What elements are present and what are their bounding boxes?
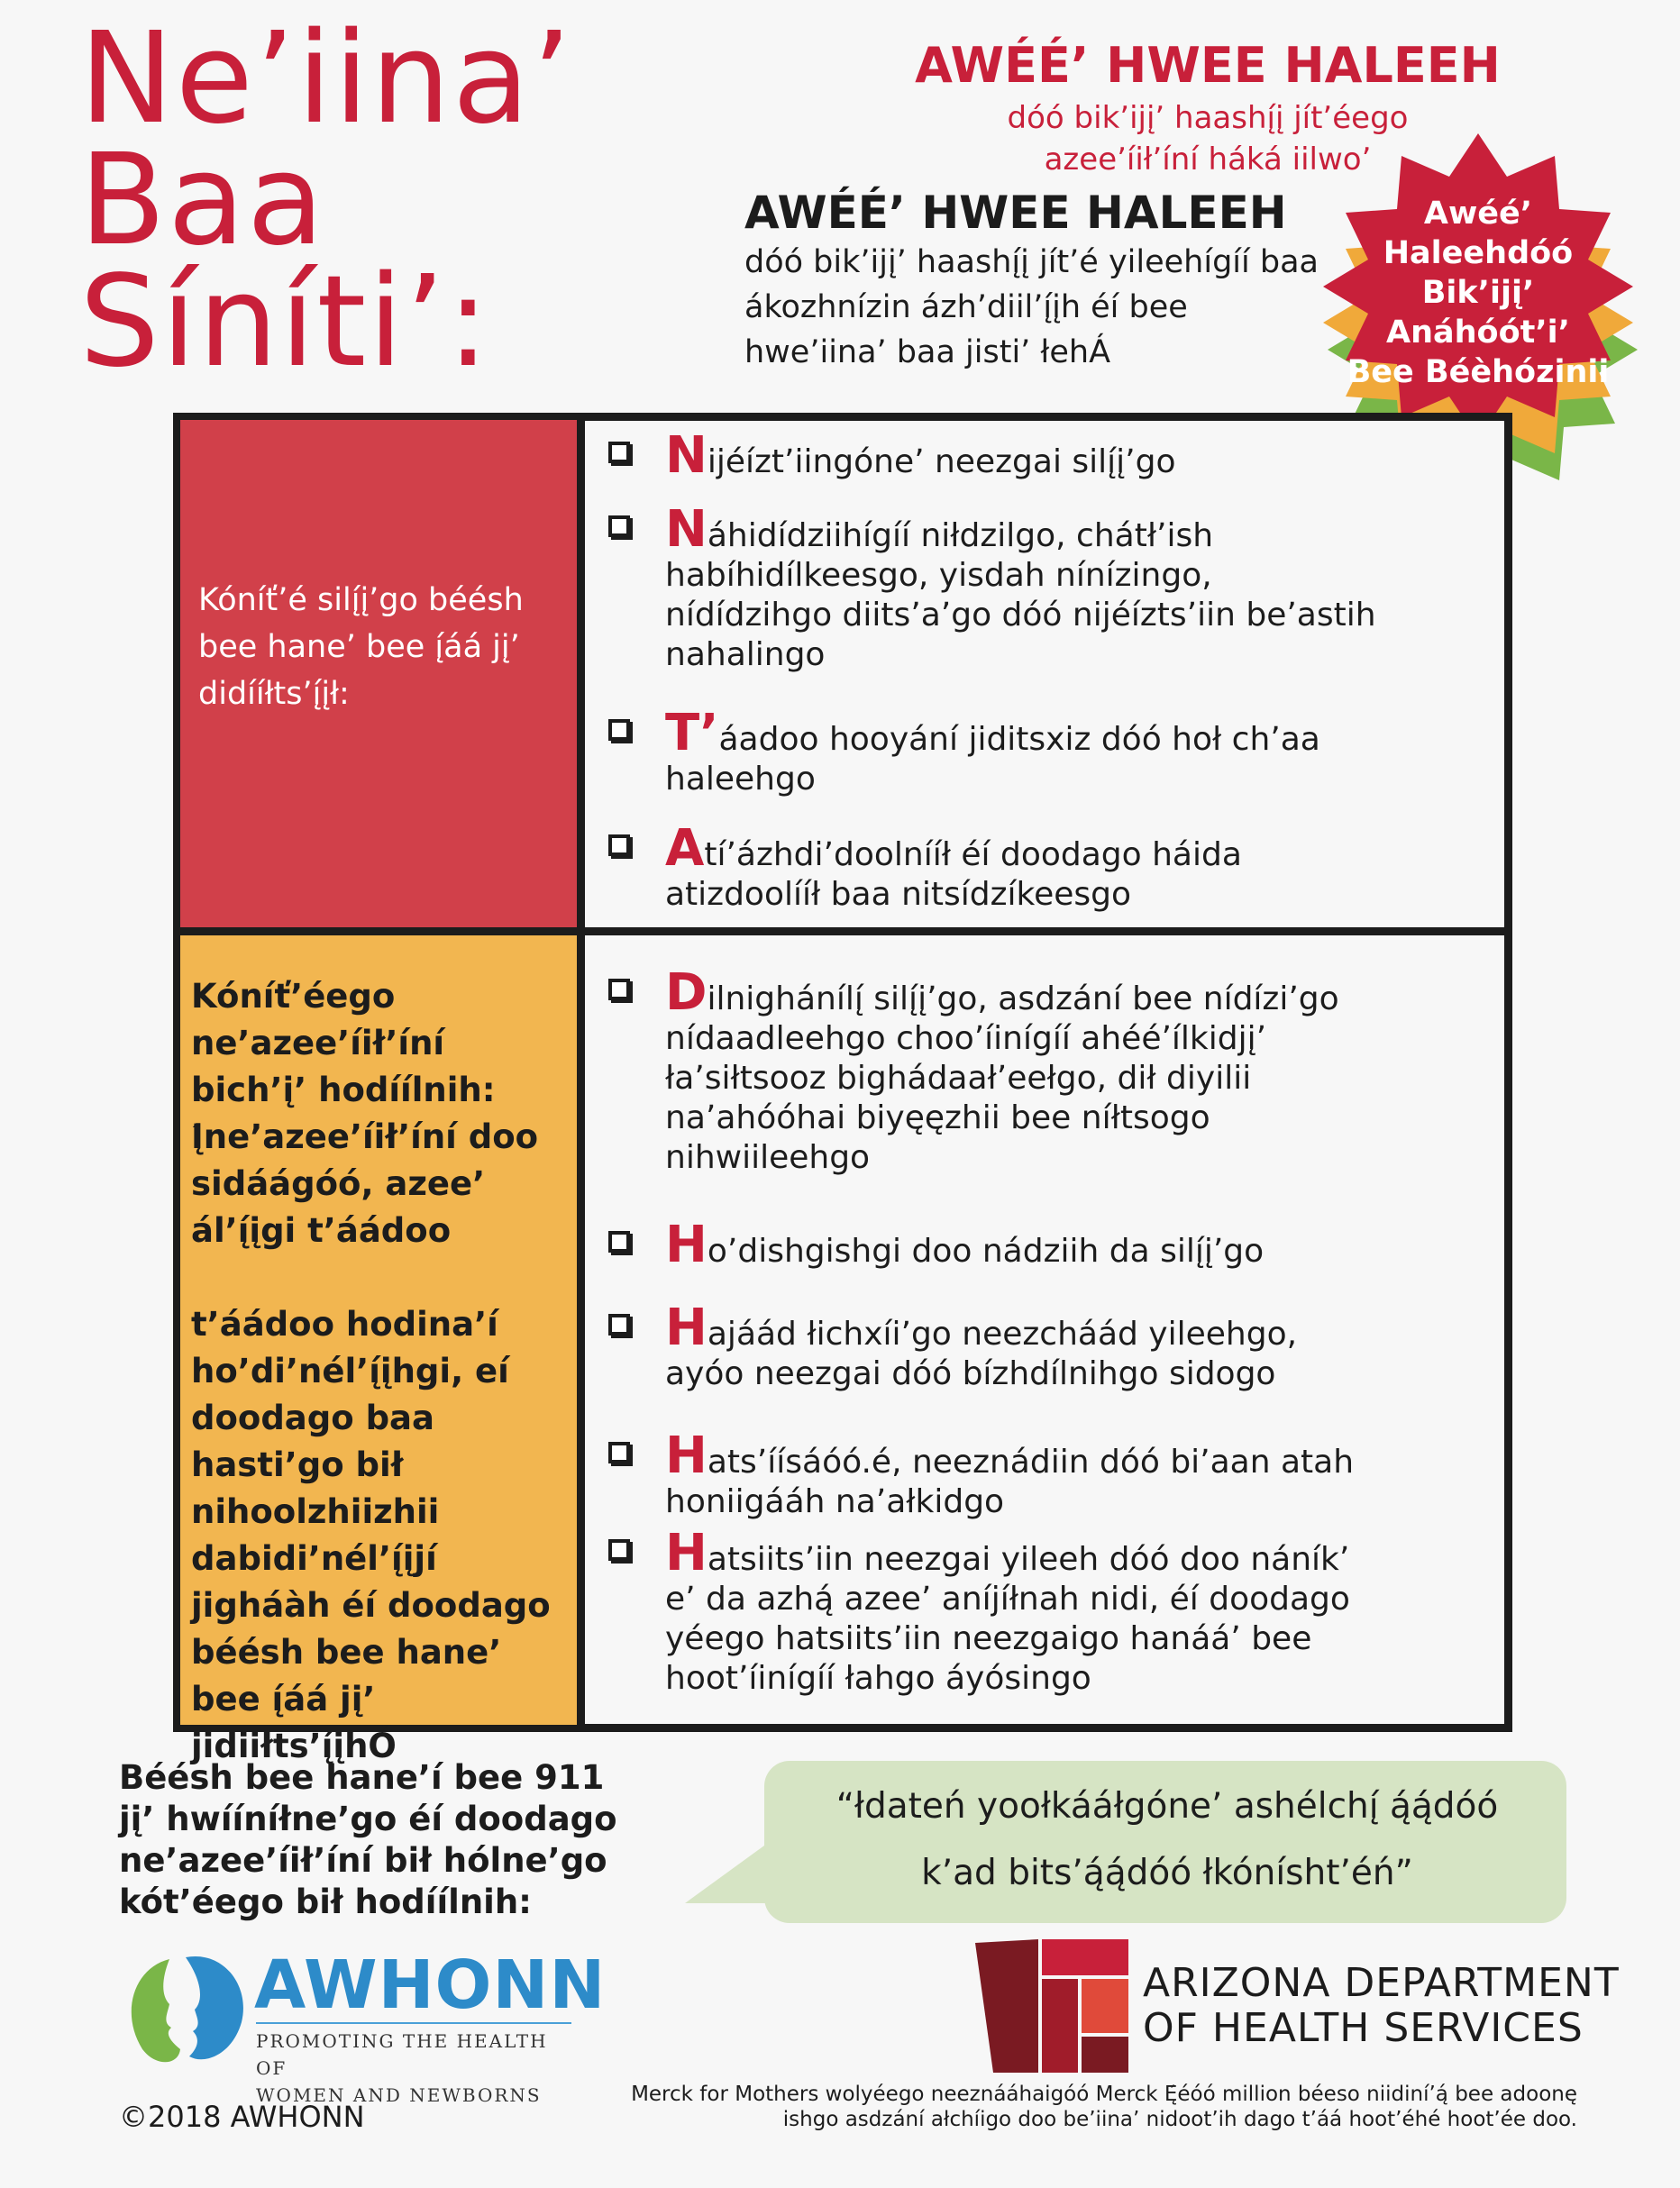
black-heading-title: AWÉÉ’ HWEE HALEEH bbox=[744, 187, 1287, 239]
checkbox-icon bbox=[608, 834, 630, 856]
checkbox-icon bbox=[608, 979, 630, 1000]
starburst-line: Haleehdóó bbox=[1383, 235, 1574, 271]
red-heading-line1: dóó bik’ijį’ haashį́į jít’éego bbox=[1007, 100, 1409, 136]
checkbox-icon bbox=[608, 1314, 630, 1336]
item-letter: N bbox=[665, 500, 708, 559]
checklist-item bbox=[608, 500, 1383, 675]
checkbox-icon bbox=[608, 442, 630, 463]
merck-line1: Merck for Mothers wolyéego neeznááhaigóó Merck Ę́éóó million béeso niidiní’ą́ bee adoonę bbox=[631, 2083, 1577, 2106]
checklist-item bbox=[608, 963, 1383, 1178]
checklist-item bbox=[608, 1427, 1383, 1522]
checklist-item bbox=[608, 1216, 1383, 1274]
call-911-text: Kóníť’é silį́į’go béésh bee hane’ bee į́áá jį’ didííłts’į́įł: bbox=[198, 582, 524, 712]
item-text: o’dishgishgi doo nádziih da silį́į’go bbox=[707, 1233, 1265, 1270]
item-letter: H bbox=[665, 1427, 708, 1485]
table-divider bbox=[180, 927, 1505, 935]
checklist-item bbox=[608, 1524, 1383, 1699]
azdhs-name bbox=[1143, 1961, 1620, 2051]
checklist-item bbox=[608, 819, 1383, 915]
checkbox-icon bbox=[608, 515, 630, 537]
item-text: atsiits’iin neezgai yileeh dóó doo náník’ e’ da azhą́ azee’ aníjíłnah nidi, éí doodago yéego hatsiits’iin neezgaigo hanáá’ bee hoot’íinígíí łahgo áyósingo bbox=[665, 1541, 1350, 1697]
starburst-line: Bee Béèhózinii bbox=[1347, 354, 1610, 390]
awhonn-name: AWHONN bbox=[254, 1946, 607, 2024]
item-text: ats’íísáóó.é, neeznádiin dóó bi’aan atah honiigááh na’ałkidgo bbox=[665, 1444, 1355, 1520]
awhonn-logo-icon bbox=[115, 1950, 260, 2067]
item-text: áadoo hooyání jiditsxiz dóó hoł ch’aa haleehgo bbox=[665, 721, 1320, 798]
item-letter: H bbox=[665, 1299, 708, 1357]
copyright: ©2018 AWHONN bbox=[119, 2100, 365, 2134]
red-heading-line2: azee’íił’íní háká iilwo’ bbox=[1044, 141, 1372, 178]
checkbox-icon bbox=[608, 1539, 630, 1561]
checkbox-icon bbox=[608, 1442, 630, 1463]
azdhs-line2: OF HEALTH SERVICES bbox=[1143, 2005, 1584, 2051]
call-provider-text: Kóníť’éego ne’azee’íił’íní bich’į’ hodíílnih: Į́ne’azee’íił’íní doo sidáágóó, azee’ ál’į́įgi t’áádoo t’áádoo hodina’í ho’di’nél’į́įhgi, eí doodago baa hasti’go bił nihoolzhiizhii dabidi’nél’į́įjí jigháàh éí doodago béésh bee hane’ bee į́áá jį’ jidiiłts’į́įhÓ bbox=[191, 977, 551, 1765]
item-letter: A bbox=[665, 819, 705, 878]
item-letter: H bbox=[665, 1216, 708, 1274]
starburst-line: Anáhóót’i’ bbox=[1386, 315, 1570, 351]
item-text: ijéízt’iingóne’ neezgai silį́į’go bbox=[707, 443, 1176, 480]
checkbox-icon bbox=[608, 719, 630, 741]
red-heading-title: AWÉÉ’ HWEE HALEEH bbox=[915, 37, 1501, 94]
starburst-text bbox=[1325, 194, 1631, 392]
main-title: Ne’iina’ Baa Síníti’: bbox=[79, 5, 574, 396]
quote-line2: k’ad bits’ą́ą́dóó łkónísht’éń” bbox=[921, 1853, 1413, 1893]
speech-quote bbox=[775, 1773, 1559, 1907]
awhonn-tagline bbox=[256, 2022, 571, 2109]
checklist-item bbox=[608, 426, 1383, 485]
item-text: tí’ázhdi’doolnííł éí doodago háida atizdoolííł baa nitsídzíkeesgo bbox=[665, 836, 1242, 913]
black-heading-body: dóó bik’ijį’ haashį́į jít’é yileehígíí baa ákozhnízin ázh’diil’į́įh éí bee hwe’iina’ baa jisti’ łehÁ bbox=[744, 244, 1319, 370]
checklist-item bbox=[608, 704, 1383, 799]
item-letter: H bbox=[665, 1524, 708, 1582]
starburst-line: Awéé’ bbox=[1423, 196, 1533, 232]
awhonn-tag-line2: WOMEN AND NEWBORNS bbox=[256, 2084, 542, 2106]
merck-footnote bbox=[541, 2082, 1577, 2132]
item-text: ilnighánílį́ silį́į’go, asdzání bee nídízi’go nídaadleehgo choo’íinígíí ahéé’ílkidjį’ ła’siłtsooz bighádaał’eełgo, dił diyilii na’ahóóhai biyęęzhii bee níłtsogo nihwiileehgo bbox=[665, 980, 1339, 1176]
item-letter: N bbox=[665, 426, 708, 485]
checkbox-icon bbox=[608, 1231, 630, 1253]
call-instruction: Béésh bee hane’í bee 911 jį’ hwííníłne’go éí doodago ne’azee’íił’íní bił hólne’go kót’éego bił hodíílnih: bbox=[119, 1758, 617, 1921]
checklist-item bbox=[608, 1299, 1383, 1394]
item-letter: T’ bbox=[665, 704, 719, 762]
item-text: ajáád łichxíi’go neezcháád yileehgo, ayóo neezgai dóó bízhdílnihgo sidogo bbox=[665, 1316, 1298, 1392]
quote-line1: “łdateń yoołkááłgóne’ ashélchį́ ą́ą́dóó bbox=[835, 1786, 1499, 1827]
azdhs-logo-icon bbox=[975, 1939, 1128, 2073]
starburst-line: Bik’ijį’ bbox=[1421, 275, 1535, 311]
azdhs-line1: ARIZONA DEPARTMENT bbox=[1143, 1960, 1620, 2006]
item-text: áhidídziihígíí niłdzilgo, chátł’ish habíhidílkeesgo, yisdah nínízingo, nídídzihgo diits’a’go dóó nijéízts’iin be’astih nahalingo bbox=[665, 517, 1376, 673]
black-heading bbox=[744, 186, 1321, 375]
item-letter: D bbox=[665, 963, 708, 1022]
awhonn-tag-line1: PROMOTING THE HEALTH OF bbox=[256, 2030, 548, 2079]
merck-line2: ishgo asdzání ałchíigo doo be’iina’ nidoot’ih dago t’áá hoot’éhé hoot’ée doo. bbox=[782, 2108, 1577, 2131]
